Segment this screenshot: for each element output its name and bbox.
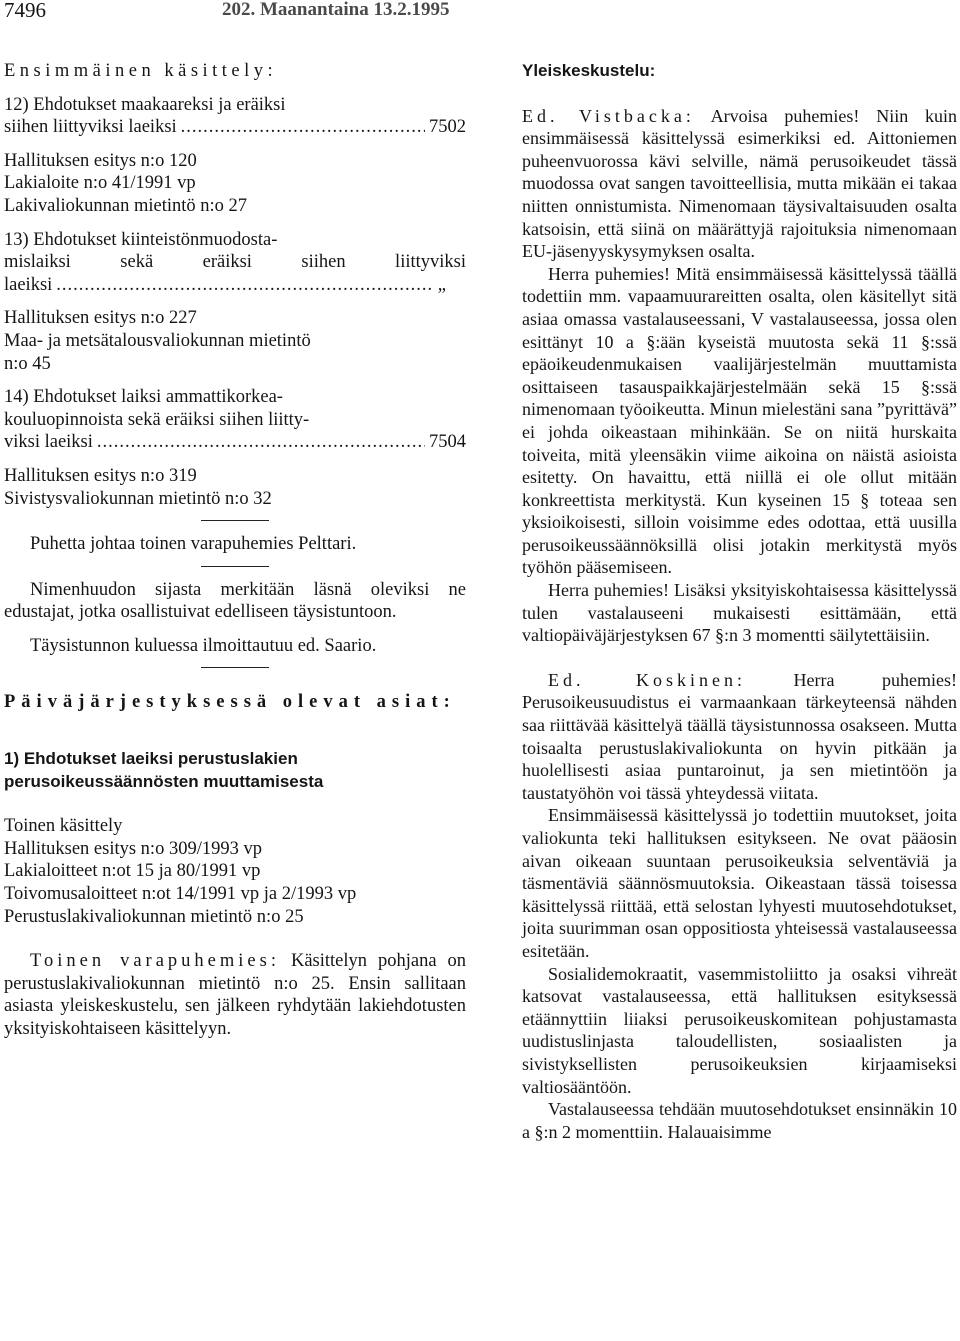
item-13-title-line2: mislaiksi sekä eräiksi siihen liittyviksi <box>4 252 466 273</box>
late-arrival-note: Täysistunnon kuluessa ilmoittautuu ed. Saario. <box>30 635 377 656</box>
item-12-page: 7502 <box>429 117 466 138</box>
deputy-speaker-statement <box>4 950 466 1040</box>
leader-dots <box>97 431 425 454</box>
leader-dots <box>181 116 425 139</box>
item-1-title: 1) Ehdotukset laeiksi perustuslakien perusoikeussäännösten muuttamisesta <box>4 749 324 791</box>
speech-paragraph: Ensimmäisessä käsittelyssä jo todettiin muutokset, joita valiokunta teki hallituksen esitykseen. Ne ovat pääosin aivan oikeaan suuntaan perusoikeuksia selventäviä ja täsmentäviä säännösmuutoksia. Oikeastaan tässä toisessa käsittelyssä riittää, että selostan lyhyesti muutosehdotukset, joita suurimman osan oppositiosta yhteisessä vastalauseessa esitetään. <box>522 805 957 961</box>
speech-paragraph <box>522 669 957 805</box>
item-14-title-line1: 14) Ehdotukset laiksi ammattikorkea- <box>4 387 283 408</box>
speech-paragraph: Sosialidemokraatit, vasemmistoliitto ja osaksi vihreät katsovat vastalauseessa, että hallituksen esityksessä etäännyttiin liiaksi perusoikeuskomitean pohjustamasta uudistuslinjasta taloudellisten, sosiaalisten ja sivistyksellisten perusoikeuksien kirjaamiseksi valtiosääntöön. <box>522 963 957 1097</box>
item-13-ref: n:o 45 <box>4 353 51 374</box>
item-12-ref: Lakialoite n:o 41/1991 vp <box>4 173 196 194</box>
page-number: 7496 <box>4 0 46 22</box>
item-13-page: „ <box>437 274 446 295</box>
speech-paragraph: Herra puhemies! Mitä ensimmäisessä käsittelyssä täällä todettiin mm. vapaamuurareitten osalta, olen käsitellyt sitä asiaa omassa vastalauseessani, V vastalauseessa, jossa olen esittänyt 10 a §:ään kyseistä muutosta sekä 11 §:ssä epäoikeudenmukaisen vaalijärjestelmän muuttamista osittaiseen tasauspaikkajärjestelmään sekä 15 §:ssä nimenomaan työoikeutta. Minun mielestäni sana ”pyrittävä” ei johda oikeastaan mihinkään. Se on niitä hurskaita toiveita, mitä yleensäkin viime aikoina on näistä asioista esitetty. On havaittu, että niillä ei ole ollut mitään konkreettista merkitystä. Kun kyseinen 15 § toteaa sen yksioikoisesti, silloin voisimme edes odottaa, että uusilla perusoikeussäännöksillä olisi jotakin merkitystä myös työhön pääsemiseen. <box>522 263 957 578</box>
item-14-ref: Hallituksen esitys n:o 319 <box>4 465 197 486</box>
item-1-ref: Perustuslakivaliokunnan mietintö n:o 25 <box>4 906 304 927</box>
item-13-toc-line <box>4 274 466 297</box>
speaker-name: Ed. Koskinen: <box>548 669 747 690</box>
item-14-page: 7504 <box>429 432 466 453</box>
page-header <box>0 0 960 24</box>
item-1-ref: Hallituksen esitys n:o 309/1993 vp <box>4 838 262 859</box>
item-12-title-line2: siihen liittyviksi laeiksi <box>4 117 177 138</box>
item-13-ref: Hallituksen esitys n:o 227 <box>4 308 197 329</box>
speech-paragraph: Herra puhemies! Lisäksi yksityiskohtaisessa käsittelyssä tulen vastalauseeni mukaisesti esittämään, että valtiopäiväjärjestyksen 67 §:n 3 momentti säilytettäisiin. <box>522 580 957 646</box>
left-column <box>4 60 466 1041</box>
item-12-ref: Lakivaliokunnan mietintö n:o 27 <box>4 195 248 216</box>
right-column <box>522 60 957 1143</box>
first-reading-heading: Ensimmäinen käsittely: <box>4 61 278 81</box>
leader-dots <box>56 274 433 297</box>
item-14-title-line2: kouluopinnoista sekä eräiksi siihen liitty- <box>4 409 310 430</box>
item-14-title-line3: viksi laeiksi <box>4 432 93 453</box>
speaker-name: Toinen varapuhemies: <box>30 951 280 972</box>
session-date-header: 202. Maanantaina 13.2.1995 <box>222 0 450 20</box>
divider <box>201 566 269 567</box>
divider <box>201 520 269 521</box>
item-13-title-line3: laeiksi <box>4 274 53 295</box>
item-1-ref: Lakialoitteet n:ot 15 ja 80/1991 vp <box>4 861 261 882</box>
item-12-toc-line <box>4 116 466 139</box>
rollcall-note: Nimenhuudon sijasta merkitään läsnä oleviksi ne edustajat, jotka osallistuivat edelliseen täysistuntoon. <box>4 579 466 623</box>
chair-note: Puhetta johtaa toinen varapuhemies Pelttari. <box>30 534 357 555</box>
divider <box>201 667 269 668</box>
item-12-ref: Hallituksen esitys n:o 120 <box>4 150 197 171</box>
item-14-ref: Sivistysvaliokunnan mietintö n:o 32 <box>4 488 272 509</box>
statement-text: Käsittelyn pohjana on perustuslakivaliokunnan mietintö n:o 25. Ensin sallitaan asiasta yleiskeskustelu, sen jälkeen ryhdytään lakiehdotusten yksityiskohtaiseen käsittelyyn. <box>4 951 467 1039</box>
item-13-title-line1: 13) Ehdotukset kiinteistönmuodosta- <box>4 229 278 250</box>
speech-text: Arvoisa puhemies! Niin kuin ensimmäisessä käsittelyssä esimerkiksi ed. Aittoniemen puheenvuorossa kävi selville, nämä perusoikeudet tässä muodossa ovat sangen tavoitteellisia, mutta mikään ei takaa niitten onnistumista. Nimenomaan täysivaltaisuuden osalta katsoisin, että siinä on määrättyjä rajoituksia nimenomaan EU-jäsenyyskysymyksen osalta. <box>522 105 957 262</box>
speech-paragraph <box>522 105 957 263</box>
second-reading-label: Toinen käsittely <box>4 816 123 837</box>
speaker-name: Ed. Vistbacka: <box>522 105 695 126</box>
speech-text: Herra puhemies! Perusoikeusuudistus ei varmaankaan tärkeyteensä nähden saa riittävää käsittelyä täällä täysistunnossa osakseen. Mutta toisaalta perustuslakivaliokunta on hyvin pitkään ja huolellisesti asiaa puntaroinut, ja sen mietintöön ja taustatyöhön voi tässä yhteydessä viitata. <box>522 669 957 803</box>
item-12-title-line1: 12) Ehdotukset maakaareksi ja eräiksi <box>4 94 286 115</box>
item-1-ref: Toivomusaloitteet n:ot 14/1991 vp ja 2/1993 vp <box>4 884 357 905</box>
general-debate-heading: Yleiskeskustelu: <box>522 61 656 80</box>
item-13-ref: Maa- ja metsätalousvaliokunnan mietintö <box>4 330 311 351</box>
speech-paragraph: Vastalauseessa tehdään muutosehdotukset ensinnäkin 10 a §:n 2 momenttiin. Halauaisimme <box>522 1099 957 1142</box>
agenda-heading: Päiväjärjestyksessä olevat asiat: <box>4 692 456 713</box>
item-14-toc-line <box>4 431 466 454</box>
